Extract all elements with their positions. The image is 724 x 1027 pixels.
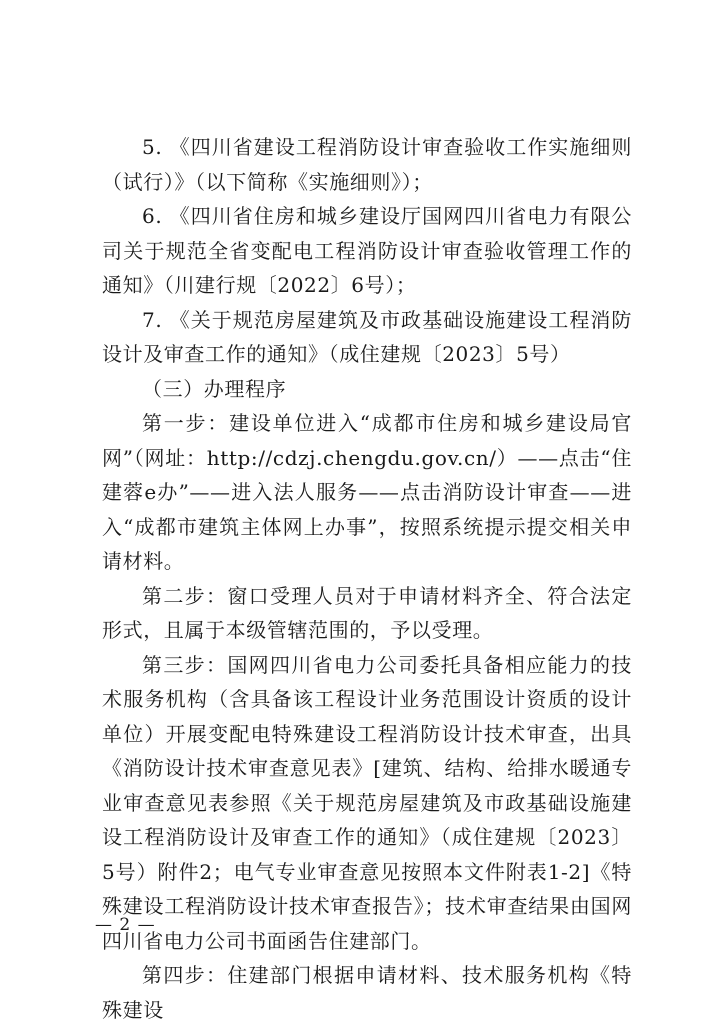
section-heading-procedure: （三）办理程序 [142,376,287,401]
paragraph-step-1: 第一步：建设单位进入“成都市住房和城乡建设局官网”（网址：http://cdzj.chengdu.gov.cn/）——点击“住建蓉e办”——进入法人服务——点击消防设计审查——进入“成都市建筑主体网上办事”，按照系统提示提交相关申请材料。 [102,411,632,573]
paragraph-item-6: 6. 《四川省住房和城乡建设厅国网四川省电力有限公司关于规范全省变配电工程消防设计审查验收管理工作的通知》（川建行规〔2022〕6号）； [102,204,632,297]
page-number: — 2 — [95,915,156,935]
paragraph-step-3: 第三步：国网四川省电力公司委托具备相应能力的技术服务机构（含具备该工程设计业务范围设计资质的设计单位）开展变配电特殊建设工程消防设计技术审查，出具《消防设计技术审查意见表》[建筑、结构、给排水暖通专业审查意见表参照《关于规范房屋建筑及市政基础设施建设工程消防设计及审查工作的通知》（成住建规〔2023〕5号）附件2；电气专业审查意见按照本文件附表1-2]《特殊建设工程消防设计技术审查报告》；技术审查结果由国网四川省电力公司书面函告住建部门。 [102,652,632,953]
paragraph-item-5: 5. 《四川省建设工程消防设计审查验收工作实施细则（试行）》（以下简称《实施细则》）； [102,135,632,194]
document-body [102,130,632,1027]
paragraph-step-4: 第四步：住建部门根据申请材料、技术服务机构《特殊建设 [102,963,632,1022]
paragraph-item-7: 7. 《关于规范房屋建筑及市政基础设施建设工程消防设计及审查工作的通知》（成住建规〔2023〕5号） [102,307,632,366]
paragraph-step-2: 第二步：窗口受理人员对于申请材料齐全、符合法定形式，且属于本级管辖范围的，予以受理。 [102,583,632,642]
